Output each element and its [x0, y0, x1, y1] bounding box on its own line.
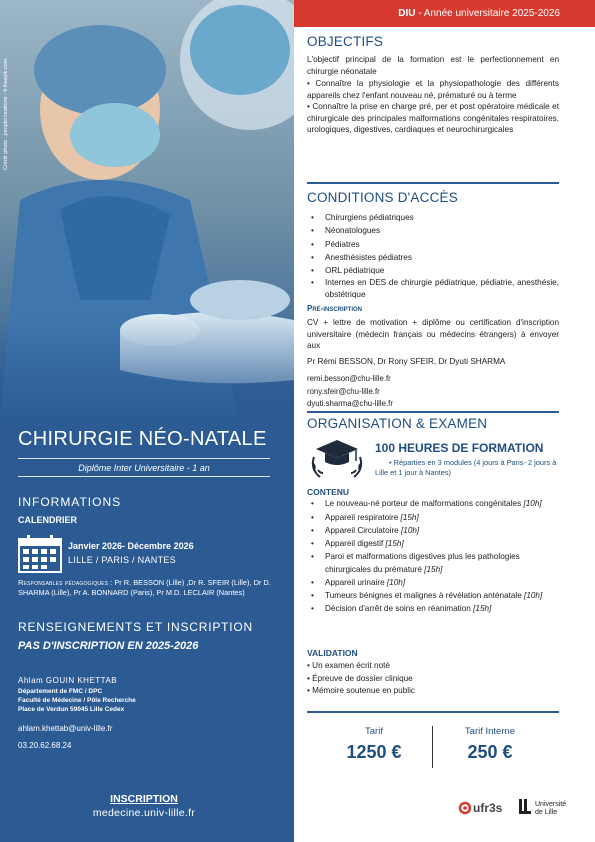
conditions-heading: CONDITIONS D'ACCÈS: [307, 190, 458, 205]
separator: [307, 711, 559, 713]
pre-inscription-names: Pr Rémi BESSON, Dr Rony SFEIR, Dr Dyuti SHARMA: [307, 357, 506, 366]
condition-item: • Pédiatres: [307, 238, 559, 251]
contact-phone[interactable]: 03.20.62.68.24: [18, 741, 72, 750]
contenu-item: • Tumeurs bénignes et malignes à révélation anténatale [10h]: [307, 589, 559, 602]
contenu-item: • Appareil Circulatoire [10h]: [307, 524, 559, 537]
contenu-list: [307, 498, 559, 615]
condition-item: • Anesthésistes pédiatres: [307, 251, 559, 264]
inscription-label[interactable]: INSCRIPTION: [110, 793, 178, 805]
svg-text:ufr3s: ufr3s: [473, 801, 503, 815]
conditions-list: [307, 211, 559, 300]
left-panel: [0, 0, 294, 842]
email-list: [307, 373, 559, 411]
contenu-item: • Appareil respiratoire [15h]: [307, 511, 559, 524]
contenu-item: • Paroi et malformations digestives plus les pathologies chirurgicales du prématuré [15h]: [307, 550, 559, 576]
contact-name: Ahlam GOUIN KHETTAB: [18, 676, 118, 685]
email-link[interactable]: rony.sfeir@chu-lille.fr: [307, 386, 380, 396]
graduation-cap-icon: [306, 437, 368, 481]
objectif-item: • Connaître la prise en charge pré, per et post opératoire médicale et chirurgicale des principales malformations congénitales respiratoires, urologiques, digestives, cardiaques et neurochirurgicales: [307, 102, 559, 134]
condition-item: • Chirurgiens pédiatriques: [307, 211, 559, 224]
tarif-interne-value: 250 €: [467, 742, 513, 762]
email-link[interactable]: remi.besson@chu-lille.fr: [307, 374, 391, 383]
surgeon-photo: [0, 0, 294, 422]
contact-dept: Département de FMC / DPC: [18, 688, 103, 695]
validation-item: • Épreuve de dossier clinique: [307, 673, 413, 683]
objectifs-heading: OBJECTIFS: [307, 34, 384, 49]
tarif-value: 1250 €: [346, 742, 402, 762]
calendar-cities: LILLE / PARIS / NANTES: [68, 555, 176, 565]
hours-detail: • Réparties en 3 modules (4 jours à Paris- 2 jours à Lille et 1 jour à Nantes): [375, 458, 557, 477]
diu-label: DIU: [398, 8, 416, 19]
organisation-heading: ORGANISATION & EXAMEN: [307, 416, 488, 431]
diu-rule: [18, 476, 270, 477]
validation-item: • Un examen écrit noté: [307, 661, 390, 670]
inscription-link[interactable]: medecine.univ-lille.fr: [92, 807, 196, 819]
condition-item: • Néonatologues: [307, 224, 559, 237]
pas-inscription: PAS D'INSCRIPTION EN 2025-2026: [18, 640, 199, 652]
hours-heading: 100 HEURES DE FORMATION: [375, 441, 544, 455]
page-title: CHIRURGIE NÉO-NATALE: [18, 428, 267, 450]
diu-subtitle: Diplôme Inter Universitaire - 1 an: [78, 463, 210, 473]
contact-address: Place de Verdun 59045 Lille Cedex: [18, 706, 125, 713]
pre-inscription-text: CV + lettre de motivation + diplôme ou certification d'inscription universitaire (médecin français ou médecins étrangers) à envoyer aux: [307, 318, 559, 350]
photo-credit: Crédit photo : peoplecreations - fr.freepik.com: [3, 58, 9, 170]
responsables: Responsables pédagogiques : Pr R. BESSON (Lille) ,Dr R. SFEIR (Lille), Dr D. SHARMA (Lille), Pr A. BONNARD (Paris), Pr M.D. LECLAIR (Nantes): [18, 578, 271, 597]
validation-list: [307, 660, 559, 698]
calendar-dates: Janvier 2026- Décembre 2026: [68, 541, 194, 551]
separator: [307, 411, 559, 413]
svg-text:Université: Université: [535, 801, 567, 808]
svg-text:de Lille: de Lille: [535, 809, 558, 816]
tarif-label: Tarif: [365, 726, 383, 737]
validation-heading: VALIDATION: [307, 648, 358, 658]
separator: [307, 182, 559, 184]
pre-inscription-heading: Pré-inscription: [307, 304, 363, 313]
renseignements-heading: RENSEIGNEMENTS ET INSCRIPTION: [18, 620, 254, 634]
objectif-item: • Connaître la physiologie et la physiopathologie des différents appareils chez l'enfant nouveau né, prématuré ou à terme: [307, 79, 559, 100]
contenu-heading: CONTENU: [307, 487, 350, 497]
objectifs-intro: L'objectif principal de la formation est le perfectionnement en chirurgie néonatale: [307, 55, 559, 76]
top-bar: [294, 0, 595, 27]
informations-heading: INFORMATIONS: [18, 495, 122, 509]
calendar-icon: [18, 535, 62, 573]
validation-item: • Mémoire soutenue en public: [307, 686, 416, 695]
calendrier-heading: CALENDRIER: [18, 515, 78, 525]
tarif-interne-label: Tarif Interne: [464, 726, 516, 737]
condition-item: • Internes en DES de chirurgie pédiatrique, pédiatrie, anesthésie, obstétrique: [307, 277, 559, 300]
universite-lille-logo: [518, 797, 573, 817]
condition-item: • ORL pédiatrique: [307, 264, 559, 277]
objectifs-list: [307, 78, 559, 136]
contenu-item: • Appareil urinaire [10h]: [307, 576, 559, 589]
title-rule: [18, 458, 270, 459]
year-label: - Année universitaire 2025-2026: [415, 8, 560, 19]
email-link[interactable]: dyuti.sharma@chu-lille.fr: [307, 399, 393, 408]
contenu-item: • Appareil digestif [15h]: [307, 537, 559, 550]
ufr3s-logo: [458, 798, 508, 816]
contact-email[interactable]: ahlam.khettab@univ-lille.fr: [18, 724, 113, 733]
contact-fac: Faculté de Médecine / Pôle Recherche: [18, 697, 136, 704]
contenu-item: • Le nouveau-né porteur de malformations congénitales [10h]: [307, 498, 559, 511]
contenu-item: • Décision d'arrêt de soins en réanimation [15h]: [307, 602, 559, 615]
